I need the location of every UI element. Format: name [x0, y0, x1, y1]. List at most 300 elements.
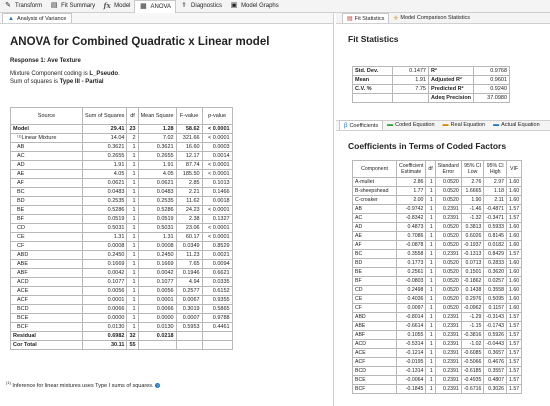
- coef-value-cell: -1.32: [461, 214, 484, 223]
- anova-value-cell: < 0.0001: [202, 170, 232, 179]
- anova-value-cell: 0.6621: [202, 269, 232, 278]
- tab-label: Transform: [15, 3, 43, 9]
- anova-value-cell: 0.0621: [138, 179, 176, 188]
- coef-value-cell: 1.60: [507, 295, 522, 304]
- anova-source-cell: ACD: [11, 278, 83, 287]
- tab-label: Fit Summary: [61, 3, 96, 9]
- tab-fit-statistics[interactable]: [342, 13, 389, 23]
- anova-value-cell: 0.1013: [202, 179, 232, 188]
- results-pane: [336, 13, 550, 406]
- anova-value-cell: 2.38: [176, 215, 202, 224]
- coef-value-cell: 1: [426, 232, 435, 241]
- fit-row: [353, 94, 510, 103]
- coef-value-cell: 1: [426, 277, 435, 286]
- tab-anova[interactable]: [134, 0, 176, 13]
- tab-diagnostics[interactable]: [176, 0, 226, 13]
- anova-row: [11, 125, 233, 134]
- coef-value-cell: -0.0064: [397, 376, 426, 385]
- ss-type-value: Type III - Partial: [59, 79, 104, 85]
- anova-value-cell: 0.6152: [202, 287, 232, 296]
- anova-value-cell: 2: [127, 134, 138, 143]
- anova-value-cell: 185.50: [176, 170, 202, 179]
- fit-value-cell: [393, 94, 429, 103]
- tab-label: Real Equation: [450, 122, 486, 128]
- anova-value-cell: 11.62: [176, 197, 202, 206]
- coef-value-cell: 1: [426, 205, 435, 214]
- anova-row: [11, 206, 233, 215]
- anova-value-cell: 0.0218: [138, 332, 176, 341]
- anova-value-cell: 1: [127, 152, 138, 161]
- anova-value-cell: 1: [127, 323, 138, 332]
- coef-value-cell: 1.57: [507, 205, 522, 214]
- coef-row: [353, 187, 522, 196]
- coding-prefix: Mixture Component coding is: [10, 71, 90, 77]
- coef-value-cell: -0.5066: [461, 358, 484, 367]
- coef-value-cell: 1.57: [507, 376, 522, 385]
- coef-value-cell: 1.60: [507, 277, 522, 286]
- top-tab-bar: [0, 0, 550, 13]
- tab-label: Diagnostics: [191, 3, 223, 9]
- coef-value-cell: -1.02: [461, 340, 484, 349]
- coef-value-cell: 1: [426, 250, 435, 259]
- coef-value-cell: 0.0182: [484, 241, 507, 250]
- anova-row: [11, 143, 233, 152]
- anova-value-cell: [138, 341, 176, 350]
- fit-label-cell: Adjusted R²: [429, 76, 474, 85]
- fit-label-cell: Adeq Precision: [429, 94, 474, 103]
- anova-source-cell: ABE: [11, 260, 83, 269]
- anova-row: [11, 197, 233, 206]
- anova-value-cell: 1.31: [83, 233, 127, 242]
- anova-value-cell: 0.0130: [83, 323, 127, 332]
- coef-value-cell: 0.2391: [435, 385, 461, 394]
- actual-equation-icon: ▬: [493, 122, 500, 128]
- anova-value-cell: 0.9355: [202, 296, 232, 305]
- coef-value-cell: 0.3558: [397, 250, 426, 259]
- fit-value-cell: 7.75: [393, 85, 429, 94]
- coef-value-cell: 1: [426, 376, 435, 385]
- anova-source-cell: AE: [11, 170, 83, 179]
- coef-value-cell: 2.76: [461, 178, 484, 187]
- coef-value-cell: -0.0443: [484, 340, 507, 349]
- coef-term-cell: CD: [353, 286, 397, 295]
- coef-value-cell: -0.3143: [484, 313, 507, 322]
- coef-value-cell: 0.0257: [484, 277, 507, 286]
- coef-value-cell: 1.57: [507, 322, 522, 331]
- coef-row: [353, 313, 522, 322]
- anova-value-cell: 0.4461: [202, 323, 232, 332]
- anova-value-cell: 0.6982: [83, 332, 127, 341]
- coef-value-cell: 0.0520: [435, 187, 461, 196]
- coef-term-cell: CE: [353, 295, 397, 304]
- anova-value-cell: 87.74: [176, 161, 202, 170]
- coef-value-cell: 1.57: [507, 313, 522, 322]
- tab-real-equation[interactable]: [439, 120, 490, 130]
- coef-value-cell: -0.1313: [461, 250, 484, 259]
- anova-source-cell: BCF: [11, 323, 83, 332]
- anova-value-cell: 7.02: [138, 134, 176, 143]
- fit-row: [353, 85, 510, 94]
- coef-value-cell: 2.00: [397, 196, 426, 205]
- anova-value-cell: 0.0335: [202, 278, 232, 287]
- anova-row: [11, 251, 233, 260]
- coef-value-cell: 0.2833: [484, 259, 507, 268]
- anova-source-cell: CD: [11, 224, 83, 233]
- anova-value-cell: 1: [127, 188, 138, 197]
- fit-value-cell: 1.91: [393, 76, 429, 85]
- anova-value-cell: < 0.0001: [202, 125, 232, 134]
- tab-model-graphs[interactable]: [226, 0, 283, 13]
- tab-label: Model Comparison Statistics: [400, 15, 471, 21]
- anova-source-cell: BCD: [11, 305, 83, 314]
- anova-icon: ▦: [140, 2, 147, 10]
- coef-value-cell: 0.2391: [435, 313, 461, 322]
- coef-value-cell: 0.0520: [435, 241, 461, 250]
- fit-statistics-icon: ▤: [347, 16, 353, 22]
- tab-transform[interactable]: [0, 0, 46, 13]
- coef-row: [353, 196, 522, 205]
- fit-value-cell: 0.1477: [393, 67, 429, 76]
- coef-value-cell: 0.2391: [435, 349, 461, 358]
- coef-value-cell: 0.1157: [484, 304, 507, 313]
- anova-value-cell: 1: [127, 251, 138, 260]
- anova-value-cell: 0.0014: [202, 152, 232, 161]
- anova-value-cell: 60.17: [176, 233, 202, 242]
- coef-term-cell: B-sheepshead: [353, 187, 397, 196]
- coef-value-cell: 0.1055: [397, 331, 426, 340]
- anova-row: [11, 341, 233, 350]
- anova-value-cell: < 0.0001: [202, 206, 232, 215]
- anova-source-cell: AB: [11, 143, 83, 152]
- coef-value-cell: 0.1438: [461, 286, 484, 295]
- coef-value-cell: 1: [426, 340, 435, 349]
- anova-value-cell: [176, 332, 202, 341]
- anova-value-cell: 0.0018: [202, 197, 232, 206]
- anova-source-cell: CE: [11, 233, 83, 242]
- coef-row: [353, 232, 522, 241]
- coef-value-cell: 1.60: [507, 178, 522, 187]
- tab-label: Fit Statistics: [354, 15, 385, 22]
- anova-source-cell: AC: [11, 152, 83, 161]
- coef-value-cell: 0.3557: [484, 367, 507, 376]
- coef-value-cell: 0.2561: [397, 268, 426, 277]
- anova-value-cell: 0.1077: [83, 278, 127, 287]
- anova-row: [11, 170, 233, 179]
- coef-term-cell: CF: [353, 304, 397, 313]
- anova-value-cell: 12.17: [176, 152, 202, 161]
- tab-label: Coded Equation: [395, 122, 435, 128]
- anova-value-cell: 0.0008: [138, 242, 176, 251]
- anova-value-cell: 1.91: [83, 161, 127, 170]
- coef-col-95-ci-high: 95% CI High: [484, 161, 507, 178]
- anova-value-cell: 1: [127, 260, 138, 269]
- coef-row: [353, 376, 522, 385]
- coef-value-cell: 0.3558: [484, 286, 507, 295]
- coef-term-cell: BCD: [353, 367, 397, 376]
- coef-value-cell: 0.0520: [435, 277, 461, 286]
- coef-value-cell: 0.0713: [461, 259, 484, 268]
- fit-value-cell: 0.9240: [474, 85, 510, 94]
- anova-value-cell: 30.11: [83, 341, 127, 350]
- anova-value-cell: 0.3621: [83, 143, 127, 152]
- coef-value-cell: 0.7086: [397, 232, 426, 241]
- anova-value-cell: 1: [127, 314, 138, 323]
- coef-value-cell: 1.57: [507, 214, 522, 223]
- anova-value-cell: 1.31: [138, 233, 176, 242]
- coef-value-cell: 0.5095: [484, 295, 507, 304]
- anova-row: [11, 296, 233, 305]
- coef-value-cell: 0.2391: [435, 376, 461, 385]
- tab-label: Model Graphs: [241, 3, 279, 9]
- coef-value-cell: 1: [426, 322, 435, 331]
- coef-col-vif: VIF: [507, 161, 522, 178]
- coef-value-cell: 0.0520: [435, 223, 461, 232]
- coef-value-cell: 1: [426, 349, 435, 358]
- tab-coefficients[interactable]: [339, 120, 383, 130]
- anova-col-p-value: p-value: [202, 108, 232, 125]
- anova-source-cell: BE: [11, 206, 83, 215]
- coef-value-cell: 1: [426, 187, 435, 196]
- coef-value-cell: -0.0195: [397, 358, 426, 367]
- anova-value-cell: 321.66: [176, 134, 202, 143]
- coef-value-cell: 0.0520: [435, 295, 461, 304]
- coef-value-cell: 0.0520: [435, 286, 461, 295]
- coef-value-cell: 0.5926: [484, 331, 507, 340]
- coef-value-cell: 0.2976: [461, 295, 484, 304]
- anova-value-cell: 0.0001: [138, 296, 176, 305]
- model-graphs-icon: ▣: [230, 2, 238, 9]
- anova-row: [11, 161, 233, 170]
- tab-label: Model: [114, 3, 131, 9]
- coef-value-cell: 1.60: [507, 286, 522, 295]
- coef-row: [353, 241, 522, 250]
- coef-value-cell: 0.2391: [435, 331, 461, 340]
- coef-row: [353, 358, 522, 367]
- coef-value-cell: 0.2391: [435, 205, 461, 214]
- anova-value-cell: 0.0483: [138, 188, 176, 197]
- coef-value-cell: 1.18: [484, 187, 507, 196]
- anova-value-cell: [202, 332, 232, 341]
- coef-term-cell: ACE: [353, 349, 397, 358]
- anova-value-cell: 2.85: [176, 179, 202, 188]
- coef-value-cell: 0.5933: [484, 223, 507, 232]
- diagnostics-icon: ⚕: [182, 2, 186, 9]
- fit-row: [353, 67, 510, 76]
- response-label: Response 1: Ave Texture: [10, 58, 81, 64]
- fit-row: [353, 76, 510, 85]
- anova-value-cell: 1: [127, 170, 138, 179]
- coef-value-cell: 1.57: [507, 367, 522, 376]
- coef-value-cell: 1.57: [507, 349, 522, 358]
- anova-value-cell: 0.0621: [83, 179, 127, 188]
- anova-value-cell: 0.0483: [83, 188, 127, 197]
- anova-source-cell: AD: [11, 161, 83, 170]
- anova-header-row: [11, 108, 233, 125]
- fit-label-cell: Predicted R²: [429, 85, 474, 94]
- anova-value-cell: 14.04: [83, 134, 127, 143]
- coef-term-cell: BE: [353, 268, 397, 277]
- coef-term-cell: BCF: [353, 385, 397, 394]
- anova-value-cell: 0.0007: [176, 314, 202, 323]
- footnote: [6, 380, 160, 389]
- anova-value-cell: 0.5031: [138, 224, 176, 233]
- coef-value-cell: -0.6716: [461, 385, 484, 394]
- help-icon[interactable]: ?: [156, 382, 159, 388]
- coef-value-cell: -0.1743: [484, 322, 507, 331]
- anova-row: [11, 305, 233, 314]
- anova-value-cell: 0.0519: [138, 215, 176, 224]
- coef-row: [353, 223, 522, 232]
- coef-term-cell: BC: [353, 250, 397, 259]
- anova-value-cell: 1: [127, 305, 138, 314]
- anova-value-cell: 23.06: [176, 224, 202, 233]
- coef-value-cell: 1.57: [507, 331, 522, 340]
- tab-actual-equation[interactable]: [489, 120, 544, 130]
- coef-term-cell: ACD: [353, 340, 397, 349]
- tab-coded-equation[interactable]: [383, 120, 438, 130]
- anova-row: [11, 224, 233, 233]
- coef-term-cell: AD: [353, 223, 397, 232]
- tab-analysis-of-variance[interactable]: [2, 13, 72, 23]
- anova-row: [11, 269, 233, 278]
- anova-value-cell: 0.3019: [176, 305, 202, 314]
- anova-value-cell: 0.2655: [83, 152, 127, 161]
- anova-value-cell: 0.0066: [83, 305, 127, 314]
- coef-value-cell: 0.1773: [397, 259, 426, 268]
- tab-model[interactable]: [99, 0, 134, 13]
- coef-value-cell: 0.4807: [484, 376, 507, 385]
- anova-value-cell: 0.8529: [202, 242, 232, 251]
- anova-value-cell: 0.2655: [138, 152, 176, 161]
- coef-value-cell: 0.0520: [435, 178, 461, 187]
- anova-value-cell: 7.65: [176, 260, 202, 269]
- coded-equation-icon: ▬: [387, 122, 394, 128]
- anova-table: [10, 107, 233, 350]
- anova-value-cell: 0.1669: [138, 260, 176, 269]
- anova-source-cell: BC: [11, 188, 83, 197]
- coef-value-cell: 1.60: [507, 268, 522, 277]
- coef-value-cell: -1.15: [461, 322, 484, 331]
- coef-value-cell: 1.60: [507, 241, 522, 250]
- coef-value-cell: -0.5314: [397, 340, 426, 349]
- coef-term-cell: AF: [353, 241, 397, 250]
- fit-label-cell: C.V. %: [353, 85, 393, 94]
- coef-value-cell: 0.3026: [484, 385, 507, 394]
- coef-col-component: Component: [353, 161, 397, 178]
- coef-value-cell: 1: [426, 286, 435, 295]
- fit-label-cell: Std. Dev.: [353, 67, 393, 76]
- anova-source-cell: Model: [11, 125, 83, 134]
- anova-value-cell: 0.1946: [176, 269, 202, 278]
- anova-value-cell: 0.5031: [83, 224, 127, 233]
- anova-value-cell: 0.2535: [138, 197, 176, 206]
- coef-value-cell: 1: [426, 313, 435, 322]
- coef-value-cell: 1: [426, 268, 435, 277]
- coef-value-cell: 0.2391: [435, 367, 461, 376]
- fit-label-cell: [353, 94, 393, 103]
- coef-row: [353, 214, 522, 223]
- anova-value-cell: 0.0042: [83, 269, 127, 278]
- anova-source-cell: ACF: [11, 296, 83, 305]
- coef-value-cell: -0.1214: [397, 349, 426, 358]
- coef-value-cell: 1.57: [507, 385, 522, 394]
- fit-value-cell: 37.0980: [474, 94, 510, 103]
- tab-fit-summary[interactable]: [46, 0, 99, 13]
- coef-value-cell: -0.6614: [397, 322, 426, 331]
- coef-value-cell: 2.11: [484, 196, 507, 205]
- right-tab-bar: [336, 13, 550, 24]
- anova-value-cell: 0.1466: [202, 188, 232, 197]
- anova-row: [11, 242, 233, 251]
- coef-value-cell: -0.8014: [397, 313, 426, 322]
- coef-term-cell: BF: [353, 277, 397, 286]
- coef-value-cell: 1.60: [507, 196, 522, 205]
- coef-value-cell: 1: [426, 331, 435, 340]
- tab-label: ANOVA: [150, 3, 172, 10]
- anova-value-cell: < 0.0001: [202, 134, 232, 143]
- coef-value-cell: 1.57: [507, 250, 522, 259]
- anova-value-cell: 1: [127, 215, 138, 224]
- anova-value-cell: 0.0000: [83, 314, 127, 323]
- coef-value-cell: 1.60: [507, 259, 522, 268]
- anova-value-cell: 1.91: [138, 161, 176, 170]
- coef-header-row: [353, 161, 522, 178]
- anova-value-cell: 0.0130: [138, 323, 176, 332]
- coef-term-cell: C-croaker: [353, 196, 397, 205]
- footnote-text: Inference for linear mixtures uses Type I sums of squares.: [10, 382, 154, 389]
- anova-value-cell: 0.0066: [138, 305, 176, 314]
- tab-model-comparison-statistics[interactable]: [389, 13, 474, 23]
- anova-value-cell: 2.21: [176, 188, 202, 197]
- anova-value-cell: 4.05: [138, 170, 176, 179]
- coef-value-cell: 0.3813: [461, 223, 484, 232]
- coef-col-standard-error: Standard Error: [435, 161, 461, 178]
- coef-term-cell: ABF: [353, 331, 397, 340]
- anova-value-cell: 1: [127, 224, 138, 233]
- coef-term-cell: ABD: [353, 313, 397, 322]
- anova-value-cell: 16.60: [176, 143, 202, 152]
- anova-value-cell: [202, 341, 232, 350]
- anova-row: [11, 215, 233, 224]
- anova-source-cell: ABF: [11, 269, 83, 278]
- anova-value-cell: 0.0094: [202, 260, 232, 269]
- coef-col-95-ci-low: 95% CI Low: [461, 161, 484, 178]
- anova-value-cell: 0.0042: [138, 269, 176, 278]
- anova-col-sum-of-squares: Sum of Squares: [83, 108, 127, 125]
- anova-row: [11, 332, 233, 341]
- anova-row: [11, 260, 233, 269]
- anova-value-cell: 1: [127, 197, 138, 206]
- fit-value-cell: 0.9768: [474, 67, 510, 76]
- coef-value-cell: 1: [426, 214, 435, 223]
- coef-value-cell: 1: [426, 358, 435, 367]
- coef-term-cell: ACF: [353, 358, 397, 367]
- coef-value-cell: 0.3620: [484, 268, 507, 277]
- model-comparison-statistics-icon: ✛: [393, 15, 399, 22]
- fit-label-cell: R²: [429, 67, 474, 76]
- coef-value-cell: 1: [426, 259, 435, 268]
- anova-value-cell: 0.0003: [202, 143, 232, 152]
- anova-value-cell: 0.0056: [83, 287, 127, 296]
- coef-value-cell: 0.8429: [484, 250, 507, 259]
- anova-value-cell: 23: [127, 125, 138, 134]
- anova-value-cell: 1: [127, 242, 138, 251]
- coef-value-cell: -0.4935: [461, 376, 484, 385]
- coef-value-cell: -0.1937: [461, 241, 484, 250]
- coef-value-cell: -0.0962: [461, 304, 484, 313]
- anova-value-cell: 0.0519: [83, 215, 127, 224]
- coef-value-cell: -0.4871: [484, 205, 507, 214]
